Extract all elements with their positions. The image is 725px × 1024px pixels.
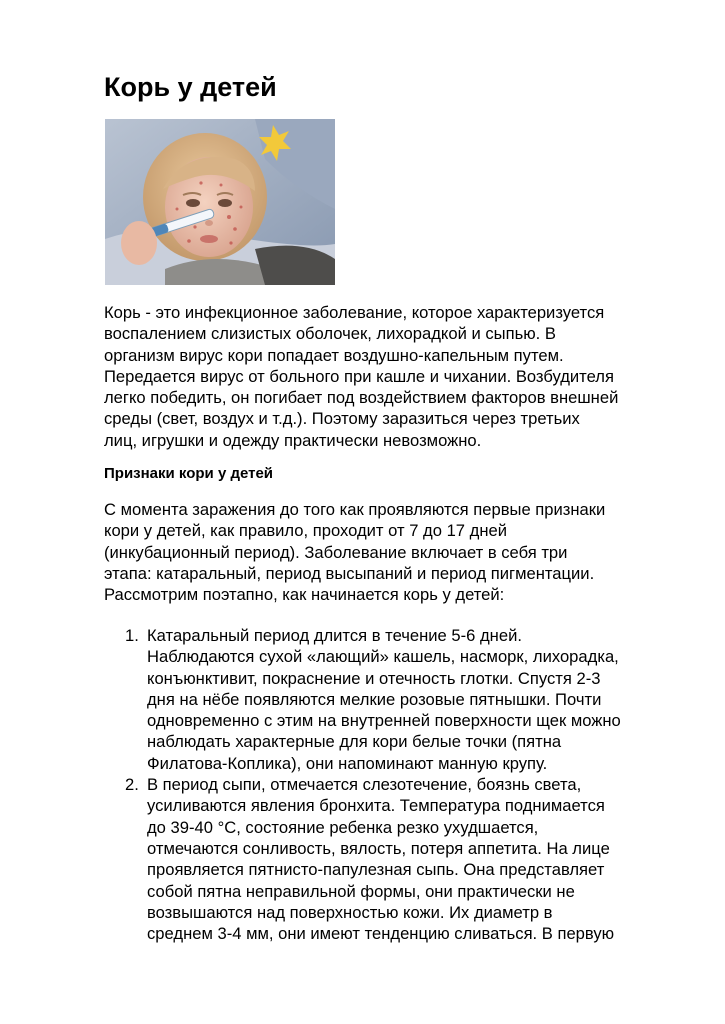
text-line: лиц, игрушки и одежду практически невозможно. bbox=[104, 430, 482, 450]
list-item bbox=[104, 774, 684, 944]
stages-list bbox=[104, 625, 684, 944]
text-line: до 39-40 °С, состояние ребенка резко ухудшается, bbox=[147, 817, 539, 837]
text-line: наблюдать характерные для кори белые точки (пятна bbox=[147, 732, 562, 752]
page-title: Корь у детей bbox=[104, 72, 277, 102]
text-line: проявляется пятнисто-папулезная сыпь. Она представляет bbox=[147, 860, 605, 880]
text-line: Передается вирус от больного при кашле и чихании. Возбудителя bbox=[104, 366, 614, 386]
text-line: среднем 3-4 мм, они имеют тенденцию сливаться. В первую bbox=[147, 924, 615, 944]
text-line: Филатова-Коплика), они напоминают манную крупу. bbox=[147, 753, 548, 773]
text-line: конъюнктивит, покраснение и отечность глотки. Спустя 2-3 bbox=[147, 668, 601, 688]
text-line: одновременно с этим на внутренней поверхности щек можно bbox=[147, 711, 621, 731]
text-line: дня на нёбе появляются мелкие розовые пятнышки. Почти bbox=[147, 689, 602, 709]
section-heading: Признаки кори у детей bbox=[104, 465, 274, 482]
child-with-thermometer-photo bbox=[105, 119, 335, 285]
text-line: легко победить, он погибает под воздействием факторов внешней bbox=[104, 388, 619, 408]
section-paragraph bbox=[104, 499, 684, 605]
text-line: Рассмотрим поэтапно, как начинается корь у детей: bbox=[104, 585, 505, 605]
text-line: (инкубационный период). Заболевание включает в себя три bbox=[104, 542, 568, 562]
text-line: кори у детей, как правило, проходит от 7 до 17 дней bbox=[104, 521, 507, 541]
list-item bbox=[104, 625, 684, 774]
text-line: возвышаются над поверхностью кожи. Их диаметр в bbox=[147, 902, 553, 922]
intro-paragraph bbox=[104, 302, 684, 451]
list-item-number: 1. bbox=[125, 626, 139, 645]
text-line: этапа: катаральный, период высыпаний и период пигментации. bbox=[104, 563, 595, 583]
text-line: Катаральный период длится в течение 5-6 дней. bbox=[147, 626, 522, 645]
text-line: собой пятна неправильной формы, они практически не bbox=[147, 881, 575, 901]
text-line: организм вирус кори попадает воздушно-капельным путем. bbox=[104, 345, 564, 365]
text-line: среды (свет, воздух и т.д.). Поэтому заразиться через третьих bbox=[104, 409, 580, 429]
text-line: Корь - это инфекционное заболевание, которое характеризуется bbox=[104, 303, 605, 322]
text-line: отмечаются сонливость, вялость, потеря аппетита. На лице bbox=[147, 838, 610, 858]
list-item-number: 2. bbox=[125, 775, 139, 795]
text-line: С момента заражения до того как проявляются первые признаки bbox=[104, 500, 606, 519]
text-line: усиливаются явления бронхита. Температура поднимается bbox=[147, 796, 605, 816]
text-line: Наблюдаются сухой «лающий» кашель, насморк, лихорадка, bbox=[147, 647, 619, 667]
text-line: воспалением слизистых оболочек, лихорадкой и сыпью. В bbox=[104, 324, 556, 344]
text-line: В период сыпи, отмечается слезотечение, боязнь света, bbox=[147, 775, 582, 795]
